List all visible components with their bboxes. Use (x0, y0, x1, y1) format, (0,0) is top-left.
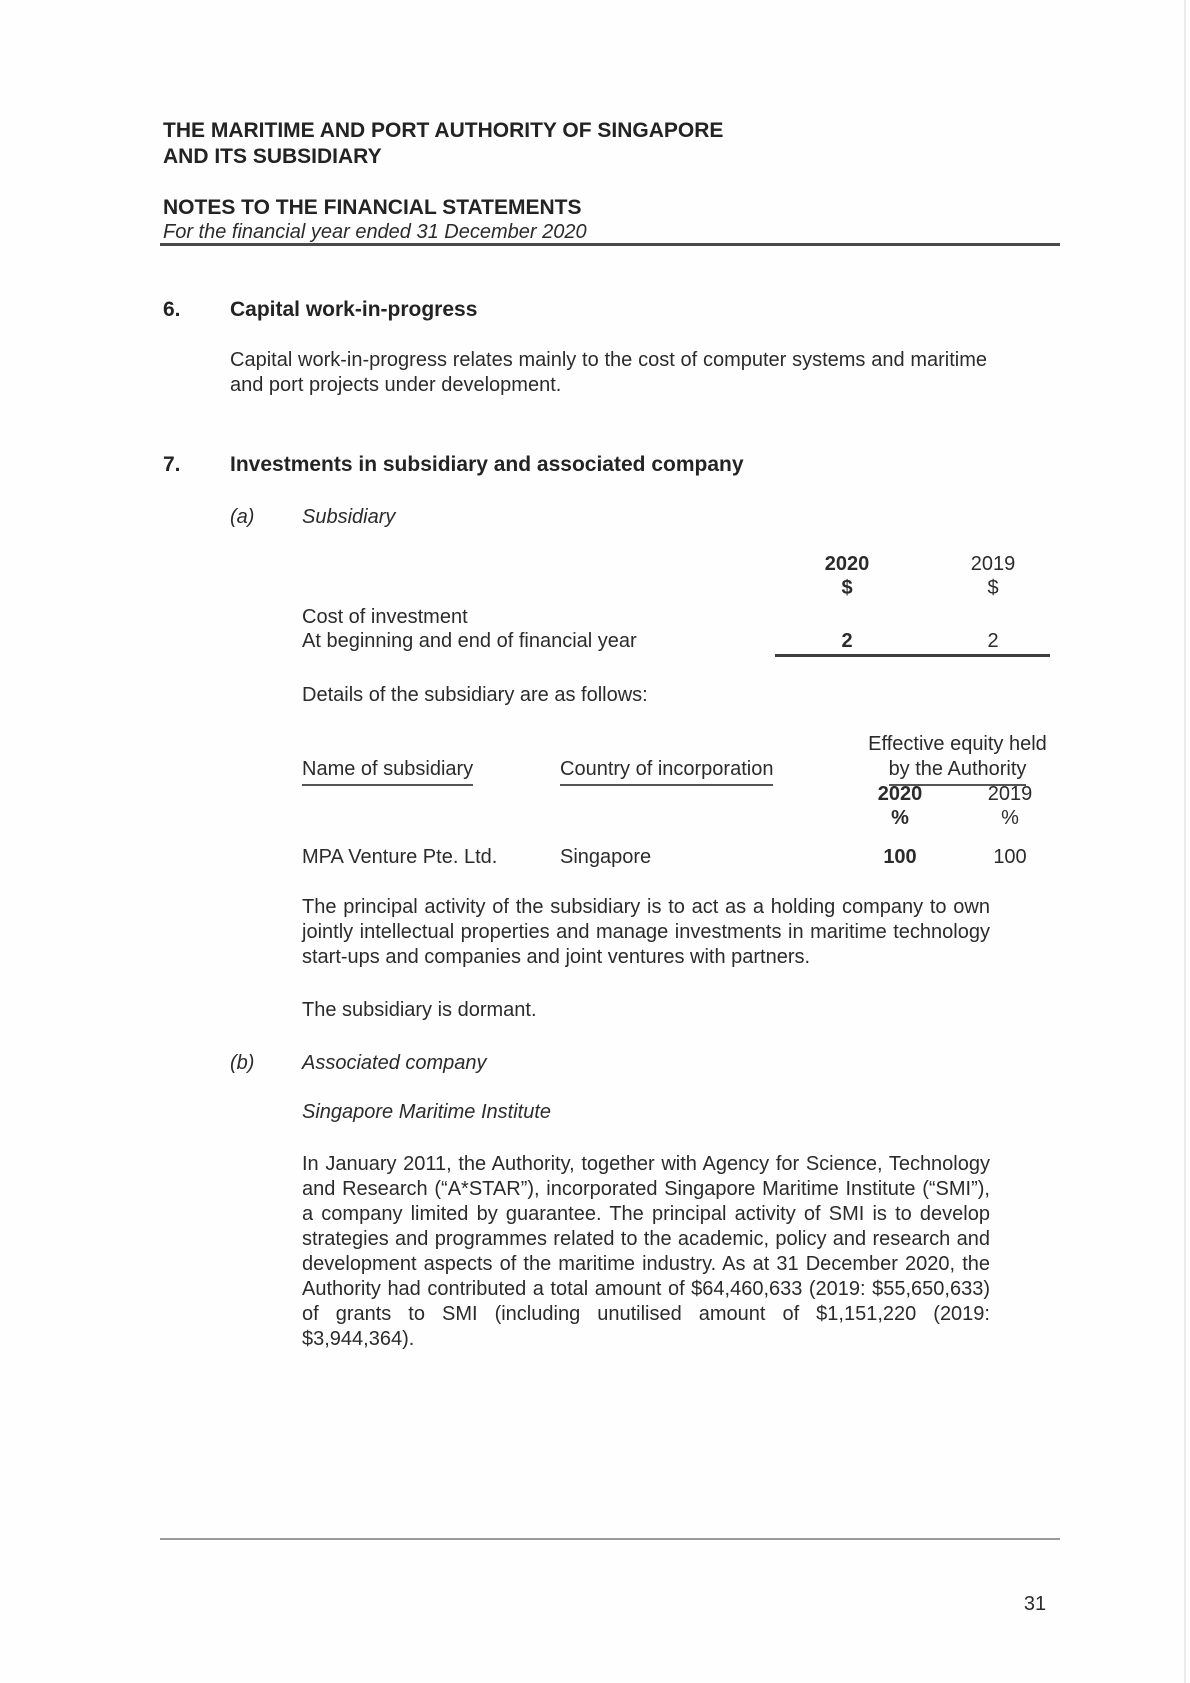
sub-b-heading: Associated company (302, 1052, 487, 1074)
cost-table-currency-2019: $ (987, 577, 999, 599)
section7-heading: Investments in subsidiary and associated company (230, 453, 744, 476)
header-rule (160, 243, 1060, 246)
section7-number: 7. (163, 453, 181, 476)
cost-table-total-rule (775, 654, 1050, 657)
details-col-name-text: Name of subsidiary (302, 757, 473, 786)
section6-heading: Capital work-in-progress (230, 298, 478, 321)
details-year-2019: 2019 (987, 783, 1033, 805)
cost-table-currency-2020: $ (841, 577, 853, 599)
sub-b-label: (b) (230, 1052, 255, 1074)
cost-table-year-2019: 2019 (970, 553, 1016, 575)
details-col-equity-line1: Effective equity held (868, 733, 1047, 755)
details-intro: Details of the subsidiary are as follows: (302, 684, 648, 706)
footer-rule (160, 1538, 1060, 1540)
sub-a-label: (a) (230, 506, 255, 528)
details-col-country (560, 757, 773, 786)
sub-a-dormant-paragraph: The subsidiary is dormant. (302, 999, 537, 1021)
cost-table-group-label: Cost of investment (302, 606, 468, 628)
cost-table-value-2019: 2 (987, 630, 999, 652)
sub-b-subheading: Singapore Maritime Institute (302, 1101, 552, 1123)
section6-number: 6. (163, 298, 181, 321)
sub-a-heading: Subsidiary (302, 506, 396, 528)
cost-table-row-label: At beginning and end of financial year (302, 630, 637, 652)
details-pct-2020: % (891, 807, 909, 829)
cost-table-year-2020: 2020 (824, 553, 870, 575)
org-name-line1: THE MARITIME AND PORT AUTHORITY OF SINGAPORE (163, 119, 724, 142)
details-pct-2019: % (1001, 807, 1019, 829)
subsidiary-equity-2019: 100 (993, 846, 1027, 868)
org-name-line2: AND ITS SUBSIDIARY (163, 145, 382, 168)
cost-table-value-2020: 2 (841, 630, 853, 652)
doc-title: NOTES TO THE FINANCIAL STATEMENTS (163, 196, 582, 219)
sub-b-body-paragraph: In January 2011, the Authority, together with Agency for Science, Technology and Research (“A*STAR”), incorporated Singapore Maritime Institute (“SMI”), a company limited by guarantee. The principal activity of SMI is to develop strategies and programmes related to the academic, policy and research and development aspects of the maritime industry. As at 31 December 2020, the Authority had contributed a total amount of $64,460,633 (2019: $55,650,633) of grants to SMI (including unutilised amount of $1,151,220 (2019: $3,944,364). (302, 1153, 990, 1350)
details-col-equity-line2-text: by the Authority (889, 757, 1027, 786)
subsidiary-equity-2020: 100 (883, 846, 917, 868)
org-name (163, 118, 723, 170)
subsidiary-name: MPA Venture Pte. Ltd. (302, 846, 498, 868)
page-number: 31 (1023, 1593, 1047, 1615)
details-col-country-text: Country of incorporation (560, 757, 773, 786)
doc-subtitle: For the financial year ended 31 December 2020 (163, 221, 587, 243)
sub-a-activity-paragraph: The principal activity of the subsidiary is to act as a holding company to own jointly intellectual properties and manage investments in maritime technology start-ups and companies and joint ventures with partners. (302, 896, 990, 968)
page-edge-shadow (1184, 0, 1186, 1683)
subsidiary-country: Singapore (560, 846, 652, 868)
details-year-2020: 2020 (877, 783, 923, 805)
details-col-name (302, 757, 473, 786)
section6-body: Capital work-in-progress relates mainly to the cost of computer systems and maritime and port projects under development. (230, 349, 987, 396)
